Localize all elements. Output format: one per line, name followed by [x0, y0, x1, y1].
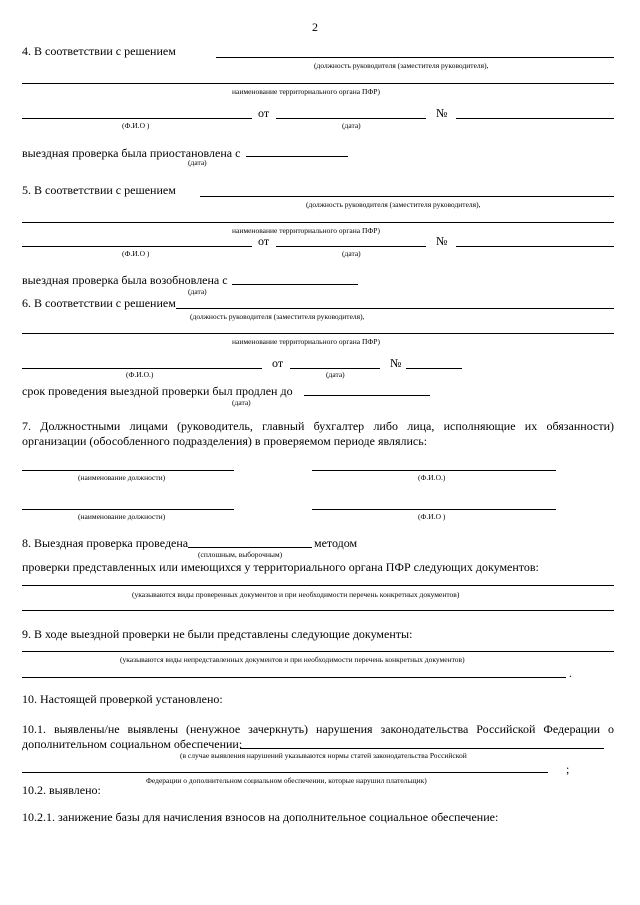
position-field-line[interactable] — [22, 470, 234, 471]
resumed-date-line[interactable] — [232, 284, 358, 285]
fio-caption: (Ф.И.О ) — [122, 249, 150, 258]
semicolon-mark: ; — [566, 762, 570, 776]
missing-docs-caption: (указываются виды непредставленных документов и при необходимости перечень конкретных документов) — [120, 655, 465, 664]
position-caption: (наименование должности) — [78, 473, 166, 482]
ot-label: от — [272, 356, 284, 370]
extended-text: срок проведения выездной проверки был продлен до — [22, 384, 293, 398]
number-label: № — [436, 234, 448, 248]
position-caption: (наименование должности) — [78, 512, 166, 521]
fio-field-line[interactable] — [22, 118, 252, 119]
position-caption: (должность руководителя (заместителя руководителя), — [306, 200, 481, 209]
violations-field-line[interactable] — [240, 748, 604, 749]
org-caption: наименование территориального органа ПФР) — [232, 337, 380, 346]
extended-date-line[interactable] — [304, 395, 430, 396]
date-caption: (дата) — [342, 121, 361, 130]
fio-caption: (Ф.И.О ) — [122, 121, 150, 130]
position-field-line[interactable] — [200, 196, 614, 197]
section-5-title: 5. В соответствии с решением — [22, 183, 176, 197]
org-field-line[interactable] — [22, 333, 614, 334]
section-10-2-1-title: 10.2.1. занижение базы для начисления взносов на дополнительное социальное обеспечение: — [22, 810, 499, 824]
fio-field-line[interactable] — [312, 470, 556, 471]
method-label: методом — [314, 536, 358, 550]
section-7-text: 7. Должностными лицами (руководитель, главный бухгалтер либо лица, исполняющие их обязанности) организации (обособленного подразделения) в проверяемом периоде являлись: — [22, 419, 614, 448]
method-caption: (сплошным, выборочным) — [198, 550, 283, 559]
org-field-line[interactable] — [22, 83, 614, 84]
number-label: № — [390, 356, 402, 370]
section-6-title: 6. В соответствии с решением — [22, 296, 176, 310]
date-field-line[interactable] — [276, 118, 426, 119]
ot-label: от — [258, 234, 270, 248]
fio-field-line[interactable] — [312, 509, 556, 510]
fio-caption: (Ф.И.О ) — [418, 512, 446, 521]
number-label: № — [436, 106, 448, 120]
number-field-line[interactable] — [456, 118, 614, 119]
suspended-text: выездная проверка была приостановлена с — [22, 146, 241, 160]
date-caption-2: (дата) — [188, 158, 207, 167]
position-field-line[interactable] — [22, 509, 234, 510]
position-caption: (должность руководителя (заместителя руководителя), — [190, 312, 365, 321]
fio-field-line[interactable] — [22, 368, 262, 369]
number-field-line[interactable] — [456, 246, 614, 247]
position-caption: (должность руководителя (заместителя руководителя), — [314, 61, 489, 70]
position-field-line[interactable] — [216, 57, 614, 58]
violations-field-line-2[interactable] — [22, 772, 548, 773]
section-8-title: 8. Выездная проверка проведена — [22, 536, 189, 550]
date-caption-2: (дата) — [188, 287, 207, 296]
period-mark: . — [569, 666, 572, 680]
suspended-date-line[interactable] — [246, 156, 348, 157]
date-caption: (дата) — [342, 249, 361, 258]
org-caption: наименование территориального органа ПФР) — [232, 226, 380, 235]
violations-caption-a: (в случае выявления нарушений указываются нормы статей законодательства Российской — [180, 751, 467, 760]
number-field-line[interactable] — [406, 368, 462, 369]
documents-field-line-2[interactable] — [22, 610, 614, 611]
section-10-title: 10. Настоящей проверкой установлено: — [22, 692, 223, 706]
ot-label: от — [258, 106, 270, 120]
documents-caption: (указываются виды проверенных документов и при необходимости перечень конкретных документов) — [132, 590, 460, 599]
date-caption: (дата) — [326, 370, 345, 379]
section-9-title: 9. В ходе выездной проверки не были представлены следующие документы: — [22, 627, 413, 641]
method-field-line[interactable] — [188, 547, 312, 548]
violations-caption-b: Федерации о дополнительном социальном обеспечении, которые нарушил плательщик) — [146, 776, 427, 785]
page-number: 2 — [312, 20, 318, 34]
fio-field-line[interactable] — [22, 246, 252, 247]
section-4-title: 4. В соответствии с решением — [22, 44, 176, 58]
section-8-line2: проверки представленных или имеющихся у территориального органа ПФР следующих документов: — [22, 560, 539, 574]
resumed-text: выездная проверка была возобновлена с — [22, 273, 228, 287]
missing-docs-field-line-2[interactable] — [22, 677, 566, 678]
date-field-line[interactable] — [276, 246, 426, 247]
missing-docs-field-line[interactable] — [22, 651, 614, 652]
org-caption: наименование территориального органа ПФР) — [232, 87, 380, 96]
date-caption-2: (дата) — [232, 398, 251, 407]
section-10-1-text: 10.1. выявлены/не выявлены (ненужное зачеркнуть) нарушения законодательства Российской Федерации о дополнительном социальном обеспечении: — [22, 722, 614, 751]
position-field-line[interactable] — [176, 308, 614, 309]
org-field-line[interactable] — [22, 222, 614, 223]
fio-caption: (Ф.И.О.) — [126, 370, 154, 379]
section-10-2-title: 10.2. выявлено: — [22, 783, 101, 797]
fio-caption: (Ф.И.О.) — [418, 473, 446, 482]
date-field-line[interactable] — [290, 368, 380, 369]
documents-field-line[interactable] — [22, 585, 614, 586]
